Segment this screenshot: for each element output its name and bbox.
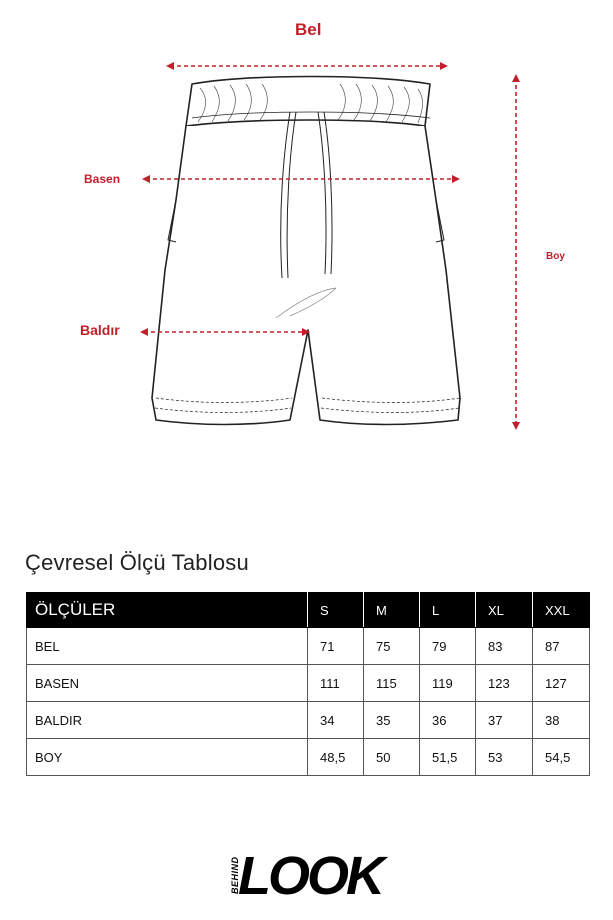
size-value-cell: 115 <box>364 665 420 702</box>
size-value-cell: 35 <box>364 702 420 739</box>
size-value-cell: 54,5 <box>533 739 590 776</box>
row-label-cell: BOY <box>27 739 308 776</box>
size-value-cell: 37 <box>476 702 533 739</box>
size-chart-table <box>26 592 590 776</box>
size-value-cell: 36 <box>420 702 476 739</box>
shorts-illustration <box>152 77 460 425</box>
size-value-cell: 51,5 <box>420 739 476 776</box>
table-row <box>27 665 590 702</box>
row-label-cell: BALDIR <box>27 702 308 739</box>
boy-label: Boy <box>546 251 565 262</box>
brand-logo <box>218 842 390 900</box>
size-value-cell: 50 <box>364 739 420 776</box>
brand-logo-big-text: LOOK <box>238 846 382 900</box>
size-value-cell: 83 <box>476 628 533 665</box>
size-value-cell: 71 <box>308 628 364 665</box>
table-row <box>27 739 590 776</box>
size-value-cell: 123 <box>476 665 533 702</box>
header-cell-size-s: S <box>308 593 364 628</box>
size-value-cell: 48,5 <box>308 739 364 776</box>
size-value-cell: 79 <box>420 628 476 665</box>
size-value-cell: 119 <box>420 665 476 702</box>
table-header-row <box>27 593 590 628</box>
bel-label: Bel <box>295 20 322 39</box>
size-value-cell: 111 <box>308 665 364 702</box>
header-cell-size-xxl: XXL <box>533 593 590 628</box>
size-value-cell: 75 <box>364 628 420 665</box>
header-cell-size-m: M <box>364 593 420 628</box>
header-cell-measurements: ÖLÇÜLER <box>27 593 308 628</box>
table-title: Çevresel Ölçü Tablosu <box>25 550 249 575</box>
baldir-label: Baldır <box>80 322 120 338</box>
row-label-cell: BASEN <box>27 665 308 702</box>
table-row <box>27 628 590 665</box>
row-label-cell: BEL <box>27 628 308 665</box>
size-value-cell: 127 <box>533 665 590 702</box>
size-value-cell: 38 <box>533 702 590 739</box>
table-row <box>27 702 590 739</box>
basen-label: Basen <box>84 172 121 186</box>
size-value-cell: 34 <box>308 702 364 739</box>
size-value-cell: 87 <box>533 628 590 665</box>
header-cell-size-xl: XL <box>476 593 533 628</box>
size-value-cell: 53 <box>476 739 533 776</box>
brand-logo-small-text: BEHIND <box>230 856 240 894</box>
header-cell-size-l: L <box>420 593 476 628</box>
